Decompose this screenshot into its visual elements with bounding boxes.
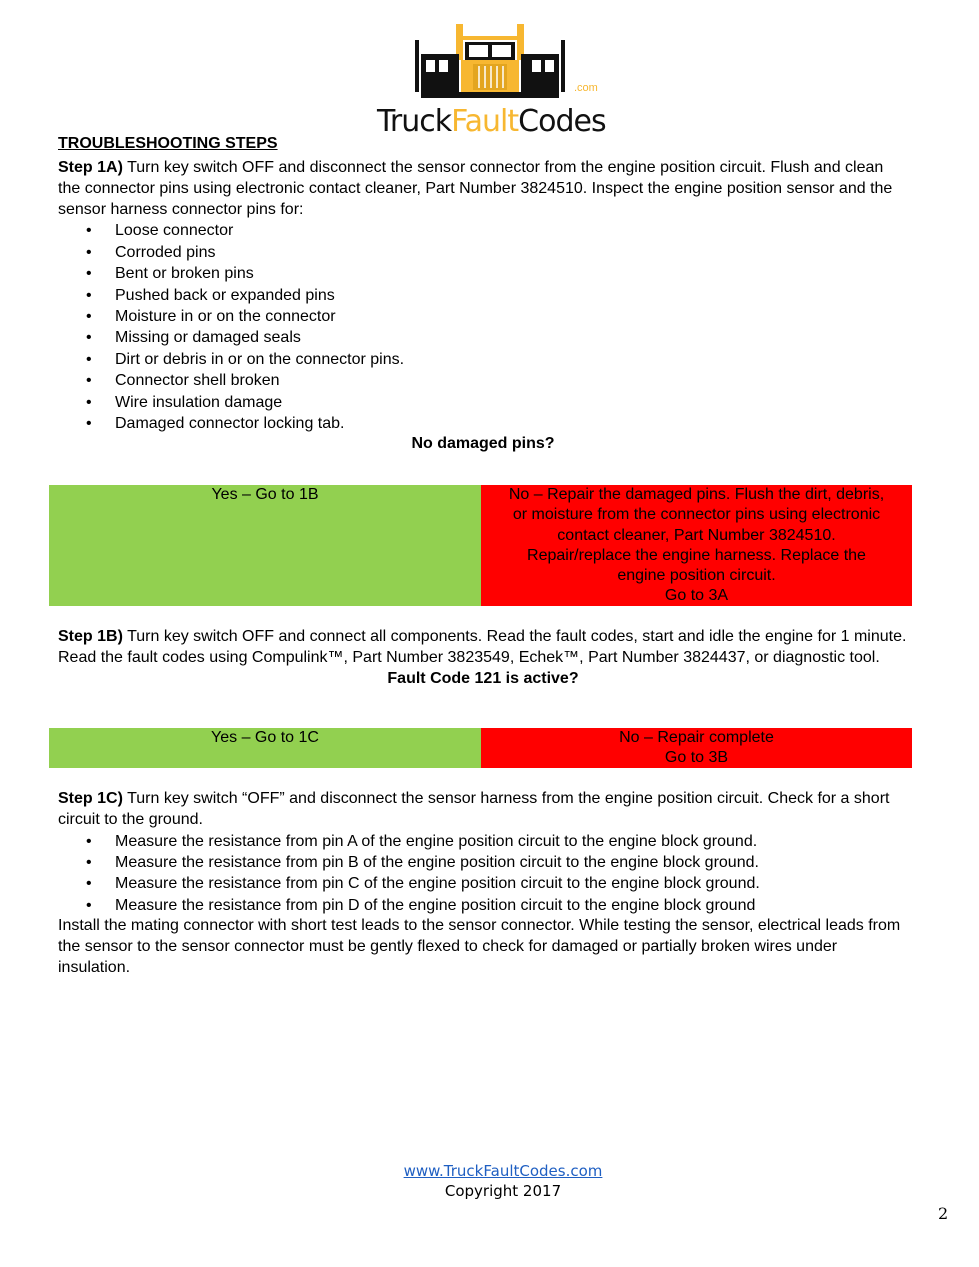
no-line: No – Repair complete <box>619 729 774 746</box>
list-item: • Loose connector <box>58 220 908 241</box>
step-1b-section <box>58 627 908 689</box>
step-1a-paragraph <box>58 158 908 220</box>
step-1c-checklist <box>58 831 908 917</box>
list-item: • Pushed back or expanded pins <box>58 285 908 306</box>
list-item: • Measure the resistance from pin D of the engine position circuit to the engine block ground <box>58 895 908 916</box>
step-1a-decision-table <box>49 485 912 606</box>
logo-com-suffix: .com <box>574 82 598 94</box>
list-item: • Moisture in or on the connector <box>58 306 908 327</box>
truckfaultcodes-logo <box>377 20 606 139</box>
no-line: or moisture from the connector pins using electronic <box>512 506 881 524</box>
website-link[interactable]: www.TruckFaultCodes.com <box>403 1162 603 1180</box>
document-body <box>58 134 908 454</box>
step-1b-paragraph <box>58 627 908 669</box>
list-item: • Measure the resistance from pin C of the engine position circuit to the engine block ground. <box>58 873 908 894</box>
section-heading: TROUBLESHOOTING STEPS <box>58 135 278 152</box>
step-1b-text: Turn key switch OFF and connect all components. Read the fault codes, start and idle the engine for 1 minute. Read the fault codes using Compulink™, Part Number 3823549, Echek™, Part Number 3824437, or diagnostic tool. <box>58 628 907 666</box>
page-number: 2 <box>938 1204 949 1223</box>
step-1c-paragraph <box>58 789 908 831</box>
list-item: • Connector shell broken <box>58 370 908 391</box>
no-line: Repair/replace the engine harness. Replace the <box>527 546 866 564</box>
step-1c-section <box>58 789 908 979</box>
step-1c-text: Turn key switch “OFF” and disconnect the sensor harness from the engine position circuit. Check for a short circuit to the ground. <box>58 790 890 828</box>
step-1c-label: Step 1C) <box>58 790 123 807</box>
step-1a-label: Step 1A) <box>58 159 123 176</box>
step-1a-no-cell <box>481 485 912 606</box>
logo-wordmark: TruckFaultCodes <box>377 104 606 139</box>
no-line: No – Repair the damaged pins. Flush the dirt, debris, <box>508 486 885 503</box>
list-item: • Bent or broken pins <box>58 263 908 284</box>
list-item: • Wire insulation damage <box>58 392 908 413</box>
list-item: • Measure the resistance from pin A of the engine position circuit to the engine block ground. <box>58 831 908 852</box>
list-item: • Corroded pins <box>58 242 908 263</box>
list-item: • Missing or damaged seals <box>58 327 908 348</box>
no-line: contact cleaner, Part Number 3824510. <box>557 526 836 544</box>
step-1a-checklist <box>58 220 908 434</box>
no-line: engine position circuit. <box>617 567 776 585</box>
list-item: • Dirt or debris in or on the connector pins. <box>58 349 908 370</box>
list-item: • Damaged connector locking tab. <box>58 413 908 434</box>
copyright-text: Copyright 2017 <box>444 1182 562 1200</box>
step-1a-yes-cell: Yes – Go to 1B <box>49 485 481 606</box>
step-1c-after-text: Install the mating connector with short test leads to the sensor connector. While testing the sensor, electrical leads from the sensor to the sensor connector must be gently flexed to check for damaged or partially broken wires under insulation. <box>58 917 901 976</box>
step-1b-decision-table <box>49 728 912 768</box>
footer <box>0 1161 979 1201</box>
list-item: • Measure the resistance from pin B of the engine position circuit to the engine block ground. <box>58 852 908 873</box>
step-1b-yes-cell: Yes – Go to 1C <box>49 728 481 768</box>
step-1b-question: Fault Code 121 is active? <box>387 669 579 687</box>
no-line: Go to 3B <box>664 749 729 767</box>
truck-front-icon <box>377 20 603 110</box>
step-1b-label: Step 1B) <box>58 628 123 645</box>
step-1a-text: Turn key switch OFF and disconnect the sensor connector from the engine position circuit. Flush and clean the connector pins using electronic contact cleaner, Part Number 3824510. Inspect the engine position sensor and the sensor harness connector pins for: <box>58 159 893 218</box>
step-1b-no-cell <box>481 728 912 768</box>
step-1a-question: No damaged pins? <box>411 435 555 453</box>
no-line: Go to 3A <box>664 587 729 605</box>
